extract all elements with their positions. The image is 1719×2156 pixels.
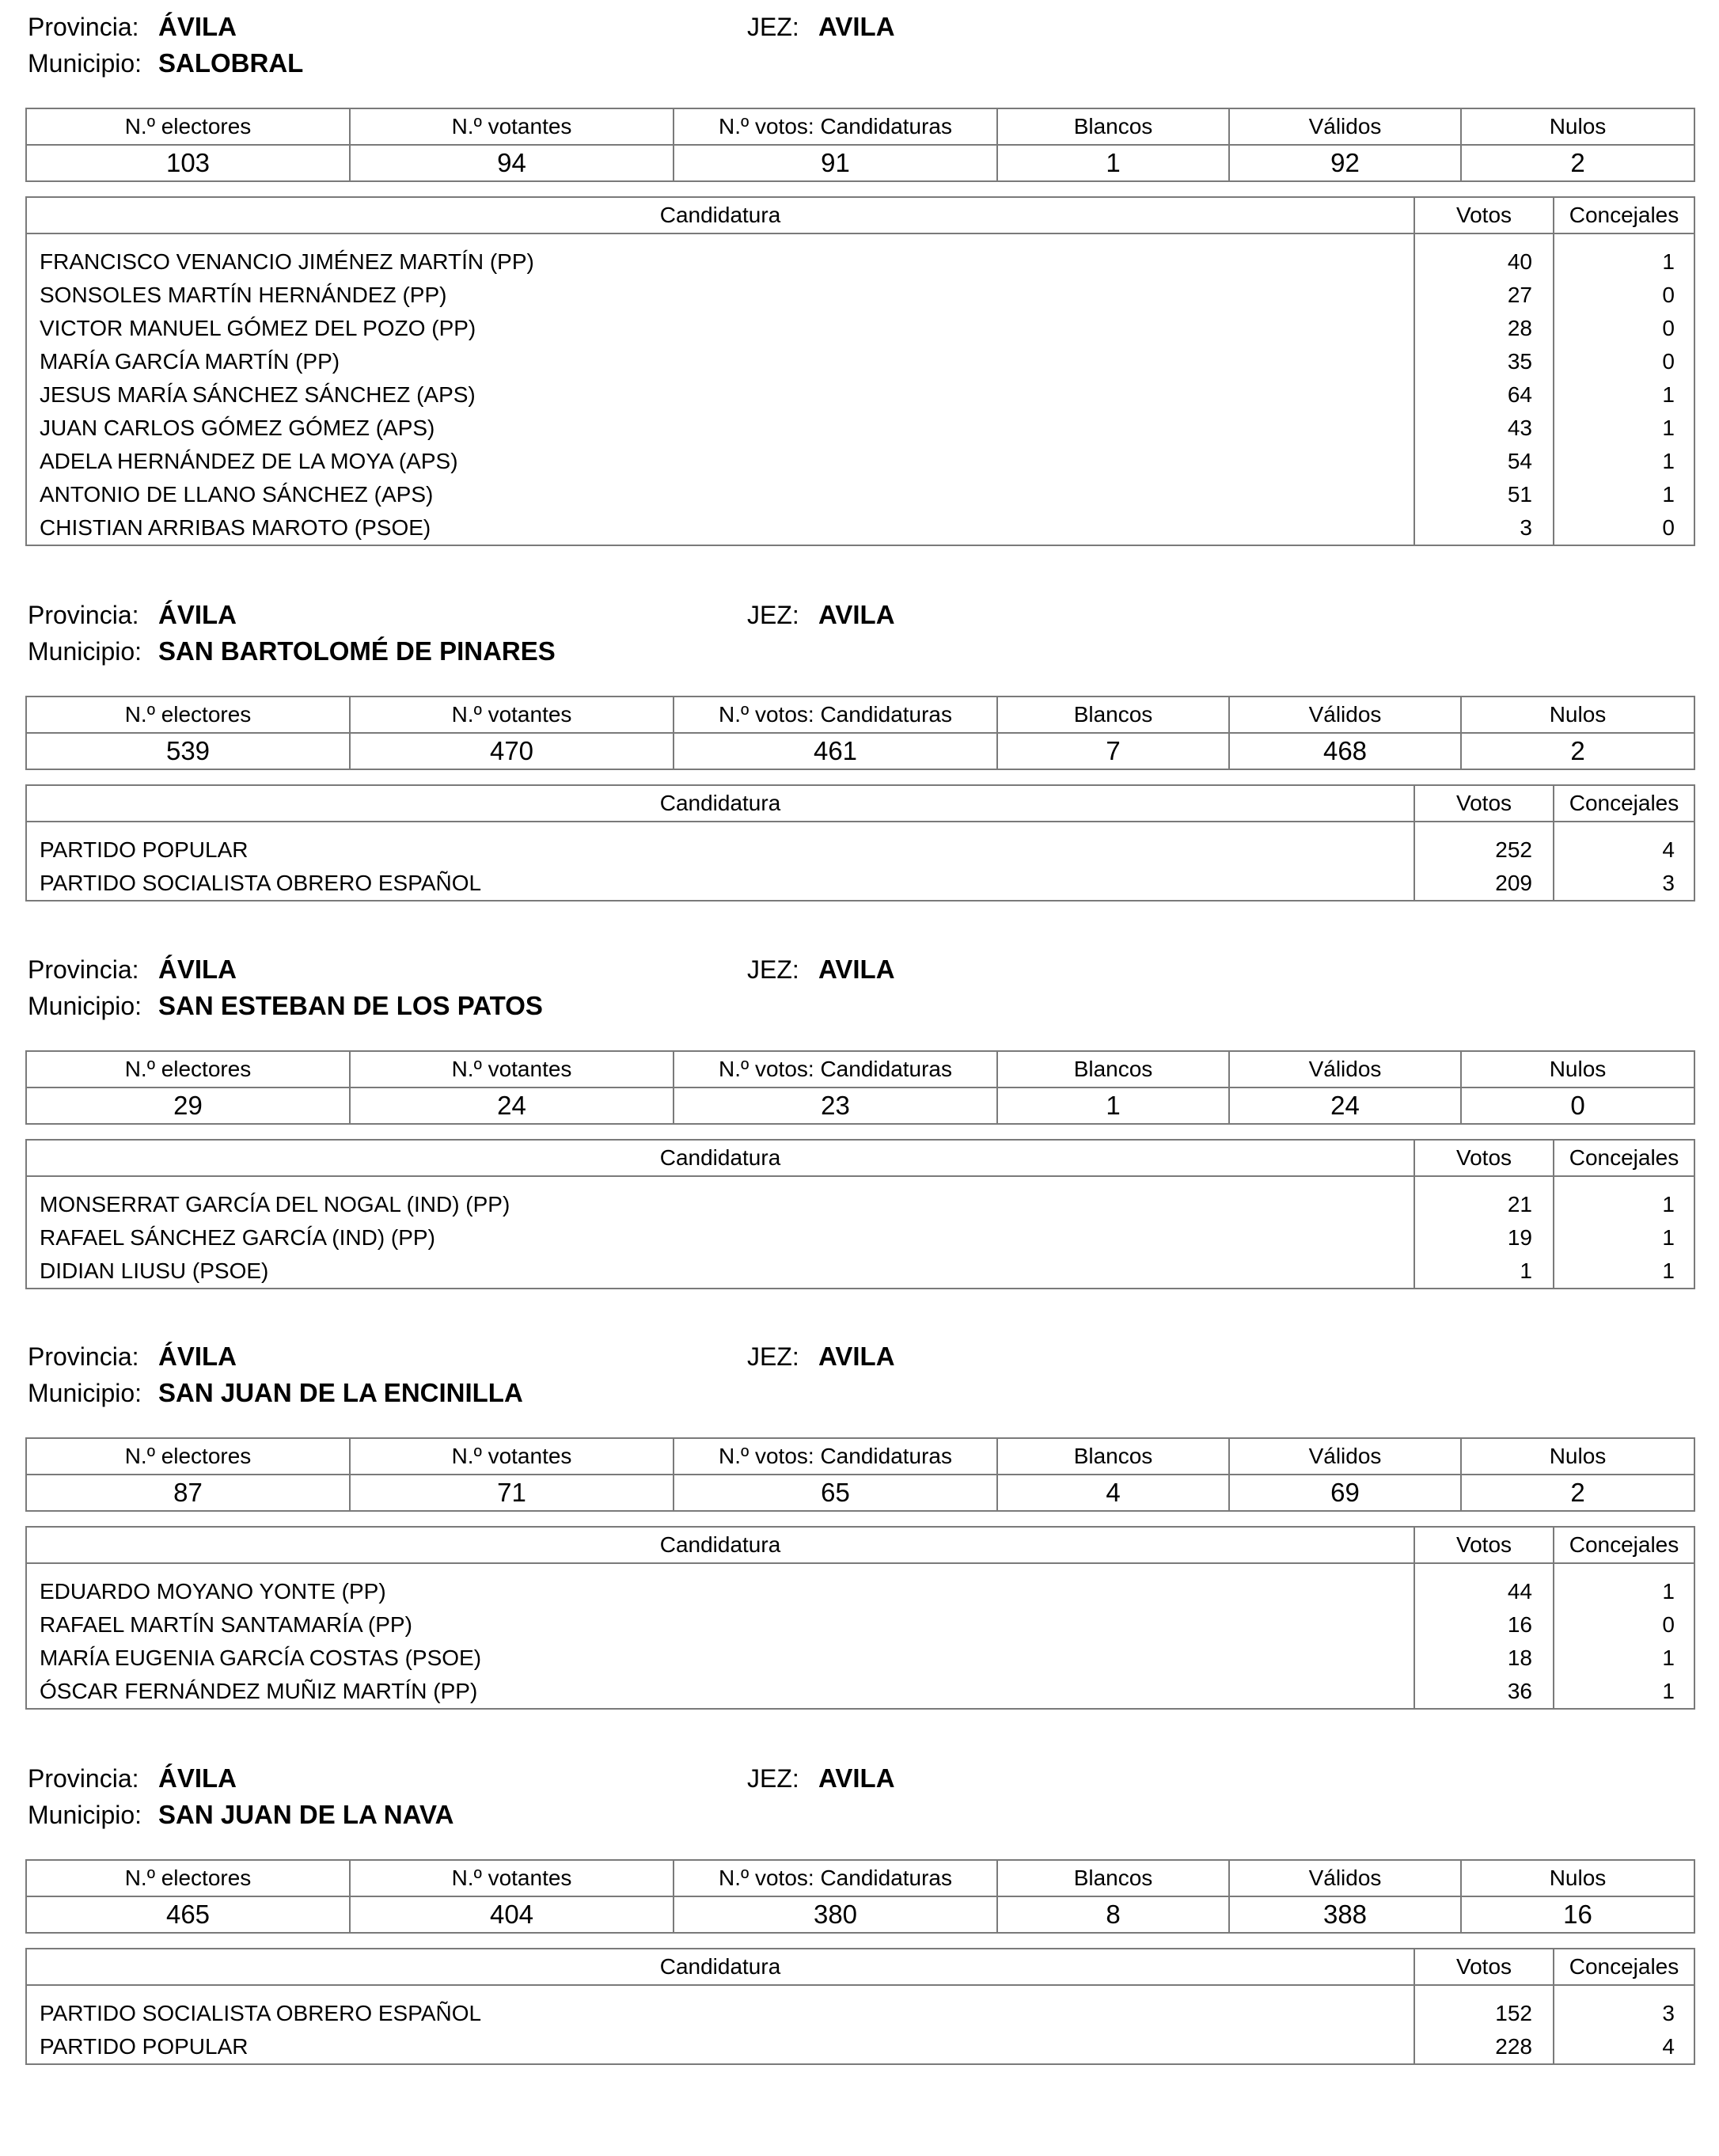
value-votantes: 404 (350, 1896, 674, 1933)
jez-label: JEZ: (747, 13, 799, 41)
candidate-name: MONSERRAT GARCÍA DEL NOGAL (IND) (PP) (26, 1176, 1414, 1221)
candidate-name: PARTIDO SOCIALISTA OBRERO ESPAÑOL (26, 1985, 1414, 2030)
candidate-concejales: 1 (1554, 1255, 1694, 1289)
candidate-concejales: 0 (1554, 312, 1694, 345)
summary-value-row (26, 1475, 1694, 1511)
municipio-label: Municipio: (28, 1379, 142, 1407)
header-votantes: N.º votantes (350, 108, 674, 145)
candidates-table (25, 1526, 1695, 1710)
provincia-value: ÁVILA (158, 12, 237, 41)
jez-label: JEZ: (747, 1764, 799, 1793)
header-candidatura: Candidatura (26, 1949, 1414, 1985)
candidate-name: SONSOLES MARTÍN HERNÁNDEZ (PP) (26, 279, 1414, 312)
provincia-value: ÁVILA (158, 1342, 237, 1371)
summary-value-row (26, 145, 1694, 181)
header-concejales: Concejales (1554, 197, 1694, 233)
candidate-votos: 27 (1414, 279, 1554, 312)
header-concejales: Concejales (1554, 1527, 1694, 1563)
candidate-concejales: 1 (1554, 1675, 1694, 1709)
value-votantes: 24 (350, 1087, 674, 1124)
header-votos: Votos (1414, 1140, 1554, 1176)
header-electores: N.º electores (26, 1860, 350, 1896)
jez-value: AVILA (818, 1763, 895, 1793)
value-electores: 103 (26, 145, 350, 181)
municipality-block (0, 943, 1719, 1283)
value-blancos: 7 (997, 733, 1229, 769)
municipality-header (0, 1752, 1719, 1843)
municipality-header (0, 1330, 1719, 1422)
candidate-name: PARTIDO SOCIALISTA OBRERO ESPAÑOL (26, 867, 1414, 901)
candidate-name: JESUS MARÍA SÁNCHEZ SÁNCHEZ (APS) (26, 378, 1414, 412)
candidate-votos: 152 (1414, 1985, 1554, 2030)
value-votantes: 470 (350, 733, 674, 769)
header-validos: Válidos (1229, 1438, 1461, 1475)
municipio-label: Municipio: (28, 1801, 142, 1829)
candidate-name: CHISTIAN ARRIBAS MAROTO (PSOE) (26, 511, 1414, 545)
municipality-block (0, 1330, 1719, 1703)
header-concejales: Concejales (1554, 1949, 1694, 1985)
header-validos: Válidos (1229, 1051, 1461, 1087)
jez-value: AVILA (818, 600, 895, 629)
header-votos: Votos (1414, 1949, 1554, 1985)
municipio-value: SAN BARTOLOMÉ DE PINARES (158, 636, 556, 666)
value-nulos: 0 (1461, 1087, 1694, 1124)
candidate-row (26, 867, 1694, 901)
summary-value-row (26, 1896, 1694, 1933)
header-votos: Votos (1414, 1527, 1554, 1563)
provincia-value: ÁVILA (158, 600, 237, 629)
candidate-votos: 19 (1414, 1221, 1554, 1255)
candidate-name: PARTIDO POPULAR (26, 822, 1414, 867)
value-electores: 87 (26, 1475, 350, 1511)
header-votos-candidaturas: N.º votos: Candidaturas (674, 1438, 997, 1475)
candidate-row (26, 1642, 1694, 1675)
candidate-votos: 51 (1414, 478, 1554, 511)
municipio-value: SALOBRAL (158, 48, 304, 78)
candidate-name: ÓSCAR FERNÁNDEZ MUÑIZ MARTÍN (PP) (26, 1675, 1414, 1709)
header-nulos: Nulos (1461, 697, 1694, 733)
candidate-row (26, 345, 1694, 378)
candidate-votos: 18 (1414, 1642, 1554, 1675)
header-concejales: Concejales (1554, 785, 1694, 822)
jez-label: JEZ: (747, 1342, 799, 1371)
candidate-concejales: 1 (1554, 1221, 1694, 1255)
candidates-table (25, 784, 1695, 901)
candidates-header-row (26, 1527, 1694, 1563)
candidate-concejales: 1 (1554, 1642, 1694, 1675)
header-votantes: N.º votantes (350, 1860, 674, 1896)
candidate-concejales: 1 (1554, 478, 1694, 511)
candidate-votos: 16 (1414, 1608, 1554, 1642)
candidate-votos: 44 (1414, 1563, 1554, 1608)
value-validos: 92 (1229, 145, 1461, 181)
candidate-concejales: 1 (1554, 445, 1694, 478)
candidate-concejales: 1 (1554, 378, 1694, 412)
candidates-table (25, 196, 1695, 546)
header-blancos: Blancos (997, 1860, 1229, 1896)
value-blancos: 8 (997, 1896, 1229, 1933)
candidate-votos: 3 (1414, 511, 1554, 545)
candidate-row (26, 511, 1694, 545)
candidate-name: EDUARDO MOYANO YONTE (PP) (26, 1563, 1414, 1608)
value-votos-candidaturas: 91 (674, 145, 997, 181)
value-nulos: 2 (1461, 1475, 1694, 1511)
header-votantes: N.º votantes (350, 1051, 674, 1087)
candidate-votos: 36 (1414, 1675, 1554, 1709)
candidate-concejales: 0 (1554, 1608, 1694, 1642)
summary-header-row (26, 1051, 1694, 1087)
value-validos: 388 (1229, 1896, 1461, 1933)
candidate-row (26, 279, 1694, 312)
header-validos: Válidos (1229, 697, 1461, 733)
candidate-name: DIDIAN LIUSU (PSOE) (26, 1255, 1414, 1289)
candidates-header-row (26, 785, 1694, 822)
candidate-concejales: 4 (1554, 2030, 1694, 2064)
value-blancos: 4 (997, 1475, 1229, 1511)
summary-table (25, 696, 1695, 770)
header-validos: Válidos (1229, 1860, 1461, 1896)
header-blancos: Blancos (997, 1051, 1229, 1087)
jez-label: JEZ: (747, 601, 799, 629)
candidates-header-row (26, 1140, 1694, 1176)
candidate-votos: 64 (1414, 378, 1554, 412)
provincia-label: Provincia: (28, 1764, 139, 1793)
candidate-concejales: 1 (1554, 233, 1694, 279)
summary-value-row (26, 1087, 1694, 1124)
candidate-concejales: 3 (1554, 867, 1694, 901)
value-votantes: 94 (350, 145, 674, 181)
header-electores: N.º electores (26, 1051, 350, 1087)
summary-value-row (26, 733, 1694, 769)
candidate-row (26, 822, 1694, 867)
summary-header-row (26, 697, 1694, 733)
candidate-row (26, 233, 1694, 279)
candidate-row (26, 1675, 1694, 1709)
municipality-header (0, 588, 1719, 680)
summary-table (25, 1050, 1695, 1125)
value-votos-candidaturas: 23 (674, 1087, 997, 1124)
candidate-row (26, 2030, 1694, 2064)
candidates-header-row (26, 197, 1694, 233)
candidate-votos: 209 (1414, 867, 1554, 901)
value-votantes: 71 (350, 1475, 674, 1511)
header-blancos: Blancos (997, 108, 1229, 145)
candidate-concejales: 4 (1554, 822, 1694, 867)
provincia-label: Provincia: (28, 601, 139, 629)
value-blancos: 1 (997, 145, 1229, 181)
jez-value: AVILA (818, 955, 895, 984)
header-votantes: N.º votantes (350, 697, 674, 733)
header-votos-candidaturas: N.º votos: Candidaturas (674, 1051, 997, 1087)
jez-label: JEZ: (747, 955, 799, 984)
candidate-name: JUAN CARLOS GÓMEZ GÓMEZ (APS) (26, 412, 1414, 445)
municipio-label: Municipio: (28, 992, 142, 1020)
candidate-name: MARÍA GARCÍA MARTÍN (PP) (26, 345, 1414, 378)
provincia-value: ÁVILA (158, 955, 237, 984)
candidate-concejales: 1 (1554, 1563, 1694, 1608)
candidate-name: ANTONIO DE LLANO SÁNCHEZ (APS) (26, 478, 1414, 511)
header-electores: N.º electores (26, 697, 350, 733)
summary-header-row (26, 1860, 1694, 1896)
header-validos: Válidos (1229, 108, 1461, 145)
value-votos-candidaturas: 461 (674, 733, 997, 769)
value-votos-candidaturas: 65 (674, 1475, 997, 1511)
value-nulos: 16 (1461, 1896, 1694, 1933)
candidate-name: VICTOR MANUEL GÓMEZ DEL POZO (PP) (26, 312, 1414, 345)
candidate-name: ADELA HERNÁNDEZ DE LA MOYA (APS) (26, 445, 1414, 478)
candidate-concejales: 1 (1554, 1176, 1694, 1221)
candidate-votos: 1 (1414, 1255, 1554, 1289)
municipio-label: Municipio: (28, 49, 142, 78)
header-votantes: N.º votantes (350, 1438, 674, 1475)
candidate-votos: 21 (1414, 1176, 1554, 1221)
candidate-row (26, 412, 1694, 445)
header-nulos: Nulos (1461, 108, 1694, 145)
municipio-value: SAN JUAN DE LA ENCINILLA (158, 1378, 523, 1407)
provincia-label: Provincia: (28, 955, 139, 984)
value-validos: 69 (1229, 1475, 1461, 1511)
value-votos-candidaturas: 380 (674, 1896, 997, 1933)
candidate-row (26, 445, 1694, 478)
provincia-label: Provincia: (28, 13, 139, 41)
municipality-header (0, 943, 1719, 1034)
candidate-votos: 43 (1414, 412, 1554, 445)
header-votos: Votos (1414, 197, 1554, 233)
candidate-concejales: 0 (1554, 345, 1694, 378)
jez-value: AVILA (818, 1342, 895, 1371)
candidate-name: RAFAEL MARTÍN SANTAMARÍA (PP) (26, 1608, 1414, 1642)
header-blancos: Blancos (997, 697, 1229, 733)
value-nulos: 2 (1461, 145, 1694, 181)
value-electores: 465 (26, 1896, 350, 1933)
header-votos-candidaturas: N.º votos: Candidaturas (674, 697, 997, 733)
header-candidatura: Candidatura (26, 197, 1414, 233)
candidate-votos: 228 (1414, 2030, 1554, 2064)
value-validos: 468 (1229, 733, 1461, 769)
candidate-row (26, 1985, 1694, 2030)
candidates-header-row (26, 1949, 1694, 1985)
jez-value: AVILA (818, 12, 895, 41)
candidate-row (26, 378, 1694, 412)
municipality-block (0, 0, 1719, 540)
candidate-row (26, 1176, 1694, 1221)
summary-header-row (26, 1438, 1694, 1475)
provincia-value: ÁVILA (158, 1763, 237, 1793)
candidate-name: FRANCISCO VENANCIO JIMÉNEZ MARTÍN (PP) (26, 233, 1414, 279)
header-nulos: Nulos (1461, 1051, 1694, 1087)
candidate-row (26, 1255, 1694, 1289)
header-votos-candidaturas: N.º votos: Candidaturas (674, 108, 997, 145)
municipio-label: Municipio: (28, 637, 142, 666)
value-validos: 24 (1229, 1087, 1461, 1124)
candidate-name: PARTIDO POPULAR (26, 2030, 1414, 2064)
value-electores: 539 (26, 733, 350, 769)
summary-table (25, 1859, 1695, 1934)
candidate-row (26, 312, 1694, 345)
candidate-name: RAFAEL SÁNCHEZ GARCÍA (IND) (PP) (26, 1221, 1414, 1255)
candidate-row (26, 1221, 1694, 1255)
header-electores: N.º electores (26, 108, 350, 145)
candidate-votos: 54 (1414, 445, 1554, 478)
candidate-concejales: 3 (1554, 1985, 1694, 2030)
municipio-value: SAN JUAN DE LA NAVA (158, 1800, 454, 1829)
candidate-row (26, 1608, 1694, 1642)
candidate-votos: 40 (1414, 233, 1554, 279)
header-votos: Votos (1414, 785, 1554, 822)
municipio-value: SAN ESTEBAN DE LOS PATOS (158, 991, 543, 1020)
candidate-name: MARÍA EUGENIA GARCÍA COSTAS (PSOE) (26, 1642, 1414, 1675)
header-candidatura: Candidatura (26, 785, 1414, 822)
value-nulos: 2 (1461, 733, 1694, 769)
candidate-row (26, 478, 1694, 511)
provincia-label: Provincia: (28, 1342, 139, 1371)
value-electores: 29 (26, 1087, 350, 1124)
summary-header-row (26, 108, 1694, 145)
municipality-block (0, 1752, 1719, 2059)
header-votos-candidaturas: N.º votos: Candidaturas (674, 1860, 997, 1896)
candidates-table (25, 1139, 1695, 1289)
summary-table (25, 108, 1695, 182)
candidate-votos: 35 (1414, 345, 1554, 378)
candidate-row (26, 1563, 1694, 1608)
header-nulos: Nulos (1461, 1860, 1694, 1896)
candidate-concejales: 0 (1554, 279, 1694, 312)
header-candidatura: Candidatura (26, 1527, 1414, 1563)
municipality-header (0, 0, 1719, 92)
header-blancos: Blancos (997, 1438, 1229, 1475)
header-nulos: Nulos (1461, 1438, 1694, 1475)
value-blancos: 1 (997, 1087, 1229, 1124)
candidate-concejales: 1 (1554, 412, 1694, 445)
header-concejales: Concejales (1554, 1140, 1694, 1176)
header-electores: N.º electores (26, 1438, 350, 1475)
municipality-block (0, 588, 1719, 895)
candidates-table (25, 1948, 1695, 2065)
summary-table (25, 1437, 1695, 1512)
candidate-concejales: 0 (1554, 511, 1694, 545)
header-candidatura: Candidatura (26, 1140, 1414, 1176)
candidate-votos: 28 (1414, 312, 1554, 345)
candidate-votos: 252 (1414, 822, 1554, 867)
